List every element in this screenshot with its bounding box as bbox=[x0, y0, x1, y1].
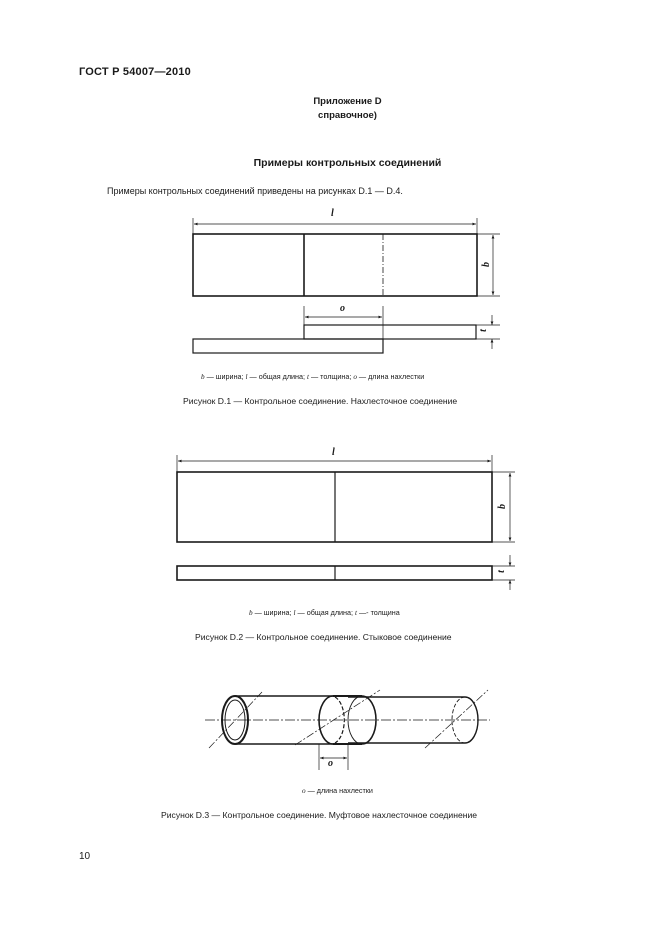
legend-text: — ширина; bbox=[252, 608, 294, 617]
section-title: Примеры контрольных соединений bbox=[253, 157, 442, 169]
legend-text: —- толщина bbox=[357, 608, 400, 617]
d2-dim-b-label: b bbox=[497, 504, 508, 509]
legend-text: — общая длина; bbox=[295, 608, 355, 617]
d1-dim-b-label: b bbox=[481, 262, 492, 267]
figure-d3-legend bbox=[302, 786, 373, 795]
d2-dim-t-label: t bbox=[495, 570, 507, 573]
legend-text: — ширина; bbox=[204, 372, 246, 381]
d1-dim-o-label: o bbox=[340, 303, 345, 314]
d2-dim-l-label: l bbox=[332, 447, 335, 458]
figure-d1-caption: Рисунок D.1 — Контрольное соединение. Нахлесточное соединение bbox=[183, 396, 458, 406]
legend-text: — общая длина; bbox=[247, 372, 307, 381]
d3-dim-o-label: o bbox=[328, 758, 333, 769]
page-number: 10 bbox=[79, 851, 91, 862]
legend-symbol: l bbox=[293, 609, 296, 617]
d1-dim-t-label: t bbox=[477, 329, 489, 332]
legend-text: — длина нахлестки bbox=[356, 372, 425, 381]
document-code-header: ГОСТ Р 54007—2010 bbox=[79, 66, 191, 78]
figure-d2-caption: Рисунок D.2 — Контрольное соединение. Стыковое соединение bbox=[195, 632, 452, 642]
legend-text: — длина нахлестки bbox=[305, 786, 373, 795]
legend-symbol: b bbox=[249, 609, 253, 617]
figure-d3-tube-assembly bbox=[205, 690, 490, 770]
figure-d3-caption: Рисунок D.3 — Контрольное соединение. Муфтовое нахлесточное соединение bbox=[161, 810, 478, 820]
legend-symbol: o bbox=[353, 373, 357, 381]
legend-symbol: b bbox=[201, 373, 205, 381]
legend-text: — толщина; bbox=[309, 372, 354, 381]
intro-paragraph: Примеры контрольных соединений приведены на рисунках D.1 — D.4. bbox=[107, 186, 403, 196]
legend-symbol: t bbox=[307, 373, 309, 381]
annex-status: справочное) bbox=[318, 110, 377, 121]
legend-symbol: l bbox=[245, 373, 248, 381]
legend-symbol: o bbox=[302, 787, 306, 795]
legend-symbol: t bbox=[355, 609, 357, 617]
annex-title: Приложение D bbox=[313, 96, 382, 107]
d1-dim-l-label: l bbox=[331, 208, 334, 219]
